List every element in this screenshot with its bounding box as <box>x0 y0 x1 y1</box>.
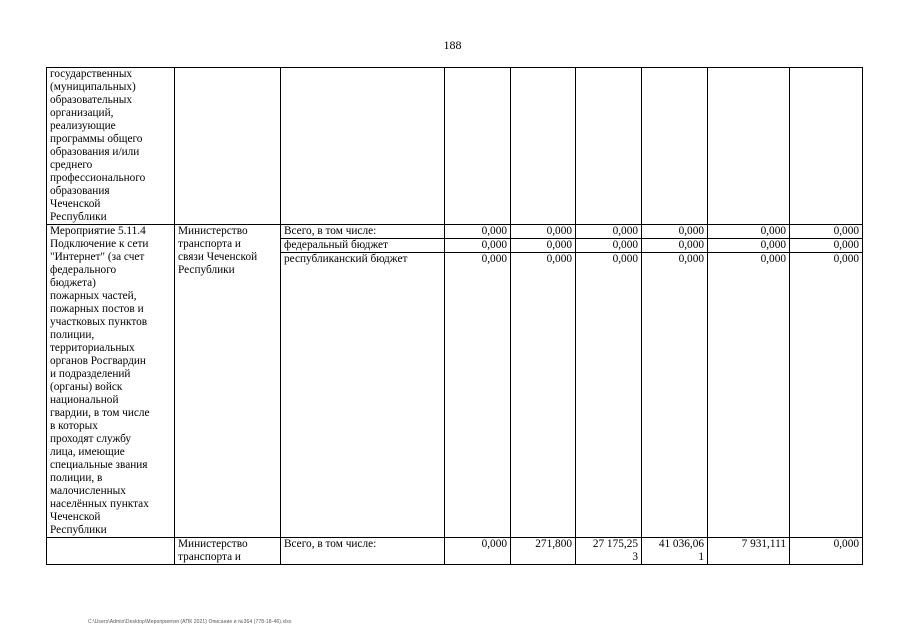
activity-line: среднего <box>50 159 93 171</box>
value-cell <box>576 68 642 225</box>
value-cell <box>642 68 708 225</box>
activity-line: участковых пунктов <box>50 316 148 328</box>
value: 0,000 <box>642 225 707 239</box>
value: 0,000 <box>511 239 575 253</box>
value: 0,000 <box>546 253 572 265</box>
value-cell <box>708 225 790 538</box>
activity-line: программы общего <box>50 133 143 145</box>
activity-line: национальной <box>50 394 119 406</box>
activity-line: образовательных <box>50 94 133 106</box>
activity-line: Республики <box>50 524 107 536</box>
funding-source: Всего, в том числе: <box>284 538 377 550</box>
program-table <box>46 67 863 565</box>
value-cell <box>445 225 511 538</box>
activity-line: пожарных постов и <box>50 303 144 315</box>
value: 0,000 <box>576 225 641 239</box>
value: 0,000 <box>833 538 859 550</box>
value-cell <box>790 538 863 565</box>
funding-source-cell <box>281 68 445 225</box>
value: 0,000 <box>481 538 507 550</box>
activity-line: в которых <box>50 420 98 432</box>
value: 0,000 <box>445 239 510 253</box>
value-cell <box>642 538 708 565</box>
funding-source: Всего, в том числе: <box>281 225 444 239</box>
activity-line: Республики <box>50 211 107 223</box>
value: 27 175,25 <box>592 538 638 550</box>
table-row <box>47 538 863 565</box>
value: 0,000 <box>642 239 707 253</box>
value: 271,800 <box>535 538 572 550</box>
activity-line: территориальных <box>50 342 135 354</box>
activity-line: малочисленных <box>50 485 126 497</box>
activity-line: образования <box>50 185 110 197</box>
activity-line: органов Росгвардин <box>50 355 146 367</box>
activity-line: специальные звания <box>50 459 148 471</box>
value: 41 036,06 <box>658 538 704 550</box>
funding-source-cell <box>281 225 445 538</box>
executor-line: Республики <box>178 264 235 276</box>
value-cell <box>511 538 576 565</box>
executor-cell <box>175 538 281 565</box>
value-cell <box>576 225 642 538</box>
activity-line: профессионального <box>50 172 146 184</box>
value-cell <box>708 68 790 225</box>
value: 3 <box>632 551 638 563</box>
value-cell <box>708 538 790 565</box>
executor-line: Министерство <box>178 538 248 550</box>
activity-line: лица, имеющие <box>50 446 125 458</box>
executor-line: транспорта и <box>178 551 241 563</box>
activity-line: организаций, <box>50 107 114 119</box>
value: 0,000 <box>833 253 859 265</box>
activity-line: бюджета) <box>50 277 96 289</box>
executor-cell <box>175 68 281 225</box>
funding-source-cell <box>281 538 445 565</box>
value: 0,000 <box>576 239 641 253</box>
executor-line: транспорта и <box>178 238 241 250</box>
activity-line: полиции, в <box>50 472 103 484</box>
value-cell <box>790 68 863 225</box>
value: 1 <box>698 551 704 563</box>
activity-line: населённых пунктах <box>50 498 149 510</box>
activity-line: полиции, <box>50 329 95 341</box>
value: 0,000 <box>445 225 510 239</box>
activity-cell <box>47 225 175 538</box>
page-number: 188 <box>443 38 462 52</box>
funding-source: федеральный бюджет <box>281 239 444 253</box>
value: 0,000 <box>790 225 862 239</box>
activity-line: федерального <box>50 264 117 276</box>
table-row <box>47 225 863 538</box>
activity-cell <box>47 68 175 225</box>
value: 0,000 <box>612 253 638 265</box>
activity-line: Подключение к сети <box>50 238 149 250</box>
value: 0,000 <box>760 253 786 265</box>
activity-cell <box>47 538 175 565</box>
value-cell <box>642 225 708 538</box>
value: 0,000 <box>678 253 704 265</box>
value: 0,000 <box>511 225 575 239</box>
activity-line: (органы) войск <box>50 381 123 393</box>
value: 0,000 <box>790 239 862 253</box>
value: 7 931,111 <box>741 538 786 550</box>
table-row <box>47 68 863 225</box>
value-cell <box>511 225 576 538</box>
executor-line: Министерство <box>178 225 248 237</box>
value: 0,000 <box>481 253 507 265</box>
activity-line: проходят службу <box>50 433 132 445</box>
activity-line: Чеченской <box>50 198 101 210</box>
activity-line: Чеченской <box>50 511 101 523</box>
file-path-footer: C:\Users\Admin\Desktop\Мероприятия (АПК 2021) Описание и №364 (778-18-46).xlsx <box>88 619 292 625</box>
executor-cell <box>175 225 281 538</box>
value-cell <box>445 68 511 225</box>
value-cell <box>576 538 642 565</box>
activity-line: (муниципальных) <box>50 81 136 93</box>
activity-line: государственных <box>50 68 133 80</box>
value: 0,000 <box>708 239 789 253</box>
activity-line: гвардии, в том числе <box>50 407 150 419</box>
activity-line: пожарных частей, <box>50 290 137 302</box>
value-cell <box>790 225 863 538</box>
activity-line: образования и/или <box>50 146 140 158</box>
funding-source: республиканский бюджет <box>284 253 408 265</box>
activity-line: реализующие <box>50 120 116 132</box>
activity-line: и подразделений <box>50 368 131 380</box>
activity-line: "Интернет" (за счет <box>50 251 145 263</box>
executor-line: связи Чеченской <box>178 251 258 263</box>
value-cell <box>511 68 576 225</box>
value-cell <box>445 538 511 565</box>
activity-line: Мероприятие 5.11.4 <box>50 225 146 237</box>
value: 0,000 <box>708 225 789 239</box>
